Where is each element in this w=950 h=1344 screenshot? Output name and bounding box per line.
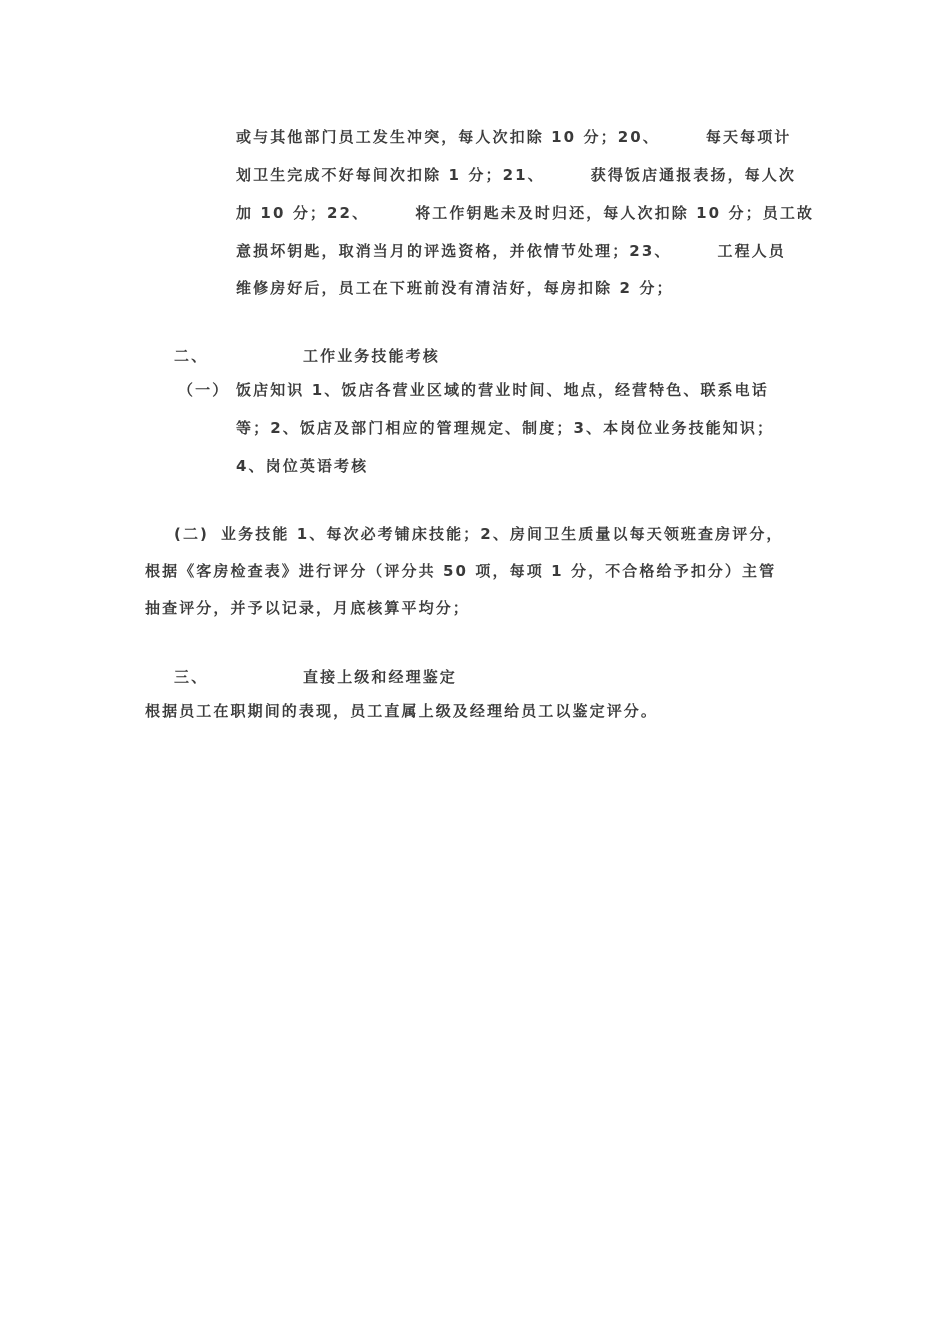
section-number: 二、 [174,347,209,365]
subsection-label: (二) [174,525,210,543]
section-title-text: 工作业务技能考核 [303,347,440,365]
section-number: 三、 [174,668,209,686]
paragraph-line [236,126,791,147]
section-title-text: 直接上级和经理鉴定 [303,668,457,686]
line-text: 每天每项计 [705,128,792,146]
paragraph-line [145,700,658,721]
section-title [303,666,457,687]
paragraph-line [236,240,786,261]
paragraph-line [236,455,368,476]
line-text: 4、岗位英语考核 [236,457,369,475]
line-text: 划卫生完成不好每间次扣除 1 分；21、 [236,166,545,184]
section-heading [174,666,208,687]
paragraph-line [236,202,814,223]
line-text: 业务技能 1、每次必考铺床技能；2、房间卫生质量以每天领班查房评分， [221,525,784,543]
section-heading [174,345,208,366]
line-text: 工程人员 [717,242,786,260]
paragraph-line [174,523,784,544]
section-title [303,345,440,366]
line-text: 饭店知识 1、饭店各营业区域的营业时间、地点，经营特色、联系电话 [236,381,769,399]
subsection-label [178,379,229,400]
line-text: 根据《客房检查表》进行评分（评分共 50 项，每项 1 分，不合格给予扣分）主管 [145,562,777,580]
paragraph-line [236,417,774,438]
line-text: 根据员工在职期间的表现，员工直属上级及经理给员工以鉴定评分。 [145,702,659,720]
paragraph-line [236,277,674,298]
line-text: 意损坏钥匙，取消当月的评选资格，并依情节处理；23、 [236,242,672,260]
subsection-label-text: （一） [178,381,230,399]
line-text: 将工作钥匙未及时归还，每人次扣除 10 分；员工故 [415,204,815,222]
paragraph-line [145,597,470,618]
line-text: 等；2、饭店及部门相应的管理规定、制度；3、本岗位业务技能知识； [236,419,775,437]
line-text: 维修房好后，员工在下班前没有清洁好，每房扣除 2 分； [236,279,674,297]
paragraph-line [236,379,769,400]
paragraph-line [236,164,796,185]
line-text: 获得饭店通报表扬，每人次 [590,166,796,184]
line-text: 加 10 分；22、 [236,204,370,222]
line-text: 抽查评分，并予以记录，月底核算平均分； [145,599,470,617]
paragraph-line [145,560,776,581]
line-text: 或与其他部门员工发生冲突，每人次扣除 10 分；20、 [236,128,660,146]
